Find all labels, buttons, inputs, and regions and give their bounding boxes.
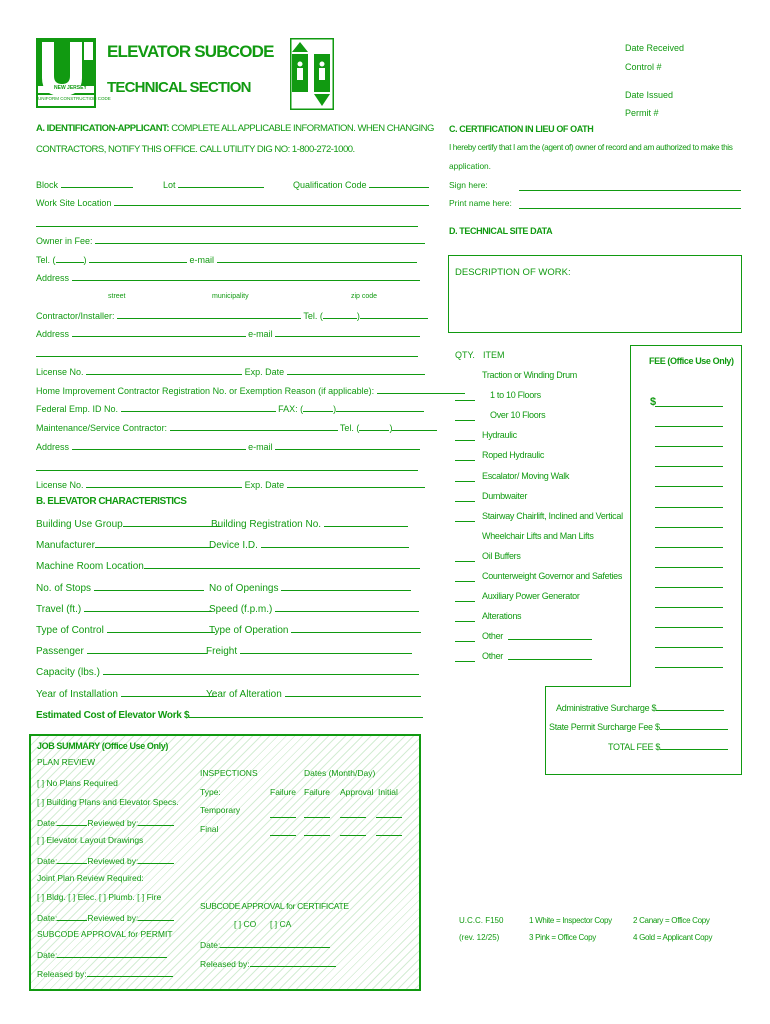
section-a-heading: A. IDENTIFICATION-APPLICANT: COMPLETE ALL APPLICABLE INFORMATION. WHEN CHANGING (36, 123, 434, 134)
administrative-surcharge-field[interactable]: Administrative Surcharge $ (556, 702, 724, 713)
fee-line[interactable] (655, 587, 723, 588)
fee-line[interactable] (655, 466, 723, 467)
qty-line[interactable] (455, 621, 475, 622)
fee-line[interactable] (655, 527, 723, 528)
signature-line[interactable] (519, 190, 741, 191)
state-surcharge-field[interactable]: State Permit Surcharge Fee $ (549, 721, 728, 732)
item-header: ITEM (483, 350, 505, 360)
device-id-field[interactable]: Device I.D. (209, 539, 409, 552)
joint-plan-review-label: Joint Plan Review Required: (37, 873, 144, 883)
copy-2-label: 2 Canary = Office Copy (633, 916, 710, 925)
fee-dollar-sign: $ (650, 396, 657, 408)
fee-line[interactable] (655, 627, 723, 628)
qty-line[interactable] (455, 481, 475, 482)
section-d-heading: D. TECHNICAL SITE DATA (449, 226, 553, 236)
contractor-address-field[interactable]: Address e-mail (36, 328, 420, 339)
certificate-released-by-field[interactable]: Released by: (200, 958, 336, 970)
fee-line[interactable] (655, 547, 723, 548)
control-label: Control # (625, 62, 662, 72)
dates-month-day-label: Dates (Month/Day) (304, 768, 376, 778)
print-name-line[interactable] (519, 208, 741, 209)
failure-label-2: Failure (304, 787, 330, 797)
job-summary-box (29, 734, 421, 991)
section-b-heading: B. ELEVATOR CHARACTERISTICS (36, 496, 187, 507)
fee-line[interactable] (655, 486, 723, 487)
technical-item: Other (482, 651, 504, 661)
municipality-caption: municipality (212, 293, 249, 300)
description-of-work-box[interactable] (448, 255, 742, 333)
technical-item: Traction or Winding Drum (482, 370, 577, 380)
plan-date-field-1[interactable]: Date: Reviewed by: (37, 817, 174, 829)
section-a-line2: CONTRACTORS, NOTIFY THIS OFFICE. CALL UTILITY DIG NO: 1-800-272-1000. (36, 144, 355, 155)
temporary-label: Temporary (200, 805, 241, 815)
form-subtitle: TECHNICAL SECTION (107, 79, 251, 96)
technical-item: Escalator/ Moving Walk (482, 471, 570, 481)
qty-line[interactable] (455, 581, 475, 582)
fee-line[interactable] (655, 567, 723, 568)
fee-line[interactable] (655, 507, 723, 508)
maintenance-contractor-field[interactable]: Maintenance/Service Contractor: Tel. ( ) (36, 422, 437, 433)
qty-line[interactable] (455, 641, 475, 642)
permit-label: Permit # (625, 108, 659, 118)
other-item-line[interactable] (508, 631, 592, 640)
technical-item: Alterations (482, 611, 522, 621)
estimated-cost-field[interactable]: Estimated Cost of Elevator Work $ (36, 709, 423, 722)
logo-ucc-text: UNIFORM CONSTRUCTION CODE (38, 96, 111, 101)
travel-field[interactable]: Travel (ft.) (36, 603, 212, 616)
owner-address-field[interactable]: Address (36, 272, 420, 283)
plan-date-field-3[interactable]: Date: Reviewed by: (37, 912, 174, 924)
building-plans-checkbox[interactable]: [ ] Building Plans and Elevator Specs. (37, 797, 179, 807)
federal-emp-id-field[interactable]: Federal Emp. ID No. FAX: ( ) (36, 403, 424, 414)
failure-label-1: Failure (270, 787, 296, 797)
elevator-up-down-icon (290, 38, 334, 110)
fee-header: FEE (Office Use Only) (649, 356, 734, 366)
technical-item: Over 10 Floors (490, 410, 546, 420)
ca-checkbox[interactable]: [ ] CA (270, 919, 292, 929)
certification-text-2: application. (449, 161, 491, 171)
type-label: Type: (200, 787, 221, 797)
no-of-openings-field[interactable]: No of Openings (209, 582, 411, 595)
fee-line[interactable] (655, 426, 723, 427)
technical-item: Counterweight Governor and Safeties (482, 571, 623, 581)
contractor-license-field[interactable]: License No. Exp. Date (36, 366, 425, 377)
speed-field[interactable]: Speed (f.p.m.) (209, 603, 419, 616)
block-field[interactable]: Block (36, 179, 133, 190)
qty-line[interactable] (455, 420, 475, 421)
permit-approval-date-field[interactable]: Date: (37, 949, 167, 961)
description-of-work-label: DESCRIPTION OF WORK: (455, 267, 571, 278)
subcode-certificate-label: SUBCODE APPROVAL for CERTIFICATE (200, 901, 349, 911)
inspections-label: INSPECTIONS (200, 768, 258, 778)
no-plans-checkbox[interactable]: [ ] No Plans Required (37, 778, 118, 788)
qty-line[interactable] (455, 440, 475, 441)
hic-registration-field[interactable]: Home Improvement Contractor Registration No. or Exemption Reason (if applicable): (36, 385, 465, 396)
qty-line[interactable] (455, 501, 475, 502)
capacity-field[interactable]: Capacity (lbs.) (36, 666, 419, 679)
form-title: ELEVATOR SUBCODE (107, 42, 274, 61)
final-label: Final (200, 824, 219, 834)
certificate-date-field[interactable]: Date: (200, 939, 330, 951)
fee-line[interactable] (655, 446, 723, 447)
qty-line[interactable] (455, 661, 475, 662)
type-of-operation-field[interactable]: Type of Operation (209, 624, 421, 637)
contractor-installer-field[interactable]: Contractor/Installer: Tel. ( ) (36, 310, 428, 321)
building-registration-field[interactable]: Building Registration No. (211, 518, 408, 531)
owner-tel-field[interactable]: Tel. ( ) e-mail (36, 254, 417, 265)
maintenance-address-field[interactable]: Address e-mail (36, 441, 420, 452)
qty-header: QTY. (455, 350, 475, 360)
co-checkbox[interactable]: [ ] CO (234, 919, 257, 929)
qty-line[interactable] (455, 521, 475, 522)
qty-line[interactable] (455, 460, 475, 461)
fee-line[interactable] (655, 667, 723, 668)
technical-item: Stairway Chairlift, Inclined and Vertical (482, 511, 623, 521)
type-of-control-field[interactable]: Type of Control (36, 624, 215, 637)
sign-here-label: Sign here: (449, 180, 488, 190)
date-issued-label: Date Issued (625, 90, 674, 100)
freight-field[interactable]: Freight (206, 645, 412, 658)
certification-text-1: I hereby certify that I am the (agent of) owner of record and am authorized to make this (449, 142, 733, 152)
technical-item: Roped Hydraulic (482, 450, 545, 460)
joint-review-checkboxes[interactable]: [ ] Bldg. [ ] Elec. [ ] Plumb. [ ] Fire (37, 892, 162, 902)
fee-line[interactable] (655, 406, 723, 407)
lot-field[interactable]: Lot (163, 179, 264, 190)
subcode-permit-label: SUBCODE APPROVAL for PERMIT (37, 929, 173, 939)
qty-line[interactable] (455, 400, 475, 401)
date-received-label: Date Received (625, 43, 685, 53)
form-number: U.C.C. F150 (459, 916, 504, 925)
zip-caption: zip code (351, 293, 378, 300)
technical-item: Hydraulic (482, 430, 517, 440)
section-c-heading: C. CERTIFICATION IN LIEU OF OATH (449, 124, 594, 134)
qty-line[interactable] (455, 601, 475, 602)
work-site-location-field[interactable]: Work Site Location (36, 197, 429, 208)
passenger-field[interactable]: Passenger (36, 645, 207, 658)
job-summary-heading: JOB SUMMARY (Office Use Only) (37, 741, 168, 751)
maintenance-license-field[interactable]: License No. Exp. Date (36, 479, 425, 490)
plan-review-label: PLAN REVIEW (37, 757, 96, 767)
fee-line[interactable] (655, 647, 723, 648)
print-name-label: Print name here: (449, 198, 512, 208)
machine-room-location-field[interactable]: Machine Room Location (36, 560, 420, 573)
permit-released-by-field[interactable]: Released by: (37, 968, 173, 980)
owner-in-fee-field[interactable]: Owner in Fee: (36, 235, 425, 246)
technical-item: Wheelchair Lifts and Man Lifts (482, 531, 594, 541)
other-item-line[interactable] (508, 651, 592, 660)
plan-date-field-2[interactable]: Date: Reviewed by: (37, 855, 174, 867)
layout-drawings-checkbox[interactable]: [ ] Elevator Layout Drawings (37, 835, 144, 845)
year-of-installation-field[interactable]: Year of Installation (36, 688, 217, 701)
copy-3-label: 3 Pink = Office Copy (529, 933, 597, 942)
qty-line[interactable] (455, 561, 475, 562)
form-revision: (rev. 12/25) (459, 933, 500, 942)
approval-label: Approval (340, 787, 374, 797)
total-fee-field[interactable]: TOTAL FEE $ (608, 741, 728, 752)
technical-item: Dumbwaiter (482, 491, 528, 501)
building-use-group-field[interactable]: Building Use Group (36, 518, 221, 531)
technical-item: 1 to 10 Floors (490, 390, 541, 400)
copy-4-label: 4 Gold = Applicant Copy (633, 933, 713, 942)
manufacturer-field[interactable]: Manufacturer (36, 539, 213, 552)
initial-label: Initial (378, 787, 398, 797)
no-of-stops-field[interactable]: No. of Stops (36, 582, 204, 595)
technical-item: Other (482, 631, 504, 641)
year-of-alteration-field[interactable]: Year of Alteration (206, 688, 421, 701)
logo-nj-text: NEW JERSEY (54, 85, 87, 91)
fee-line[interactable] (655, 607, 723, 608)
technical-item: Oil Buffers (482, 551, 521, 561)
copy-1-label: 1 White = Inspector Copy (529, 916, 612, 925)
street-caption: street (108, 293, 126, 300)
technical-item: Auxiliary Power Generator (482, 591, 580, 601)
qualification-code-field[interactable]: Qualification Code (293, 179, 429, 190)
